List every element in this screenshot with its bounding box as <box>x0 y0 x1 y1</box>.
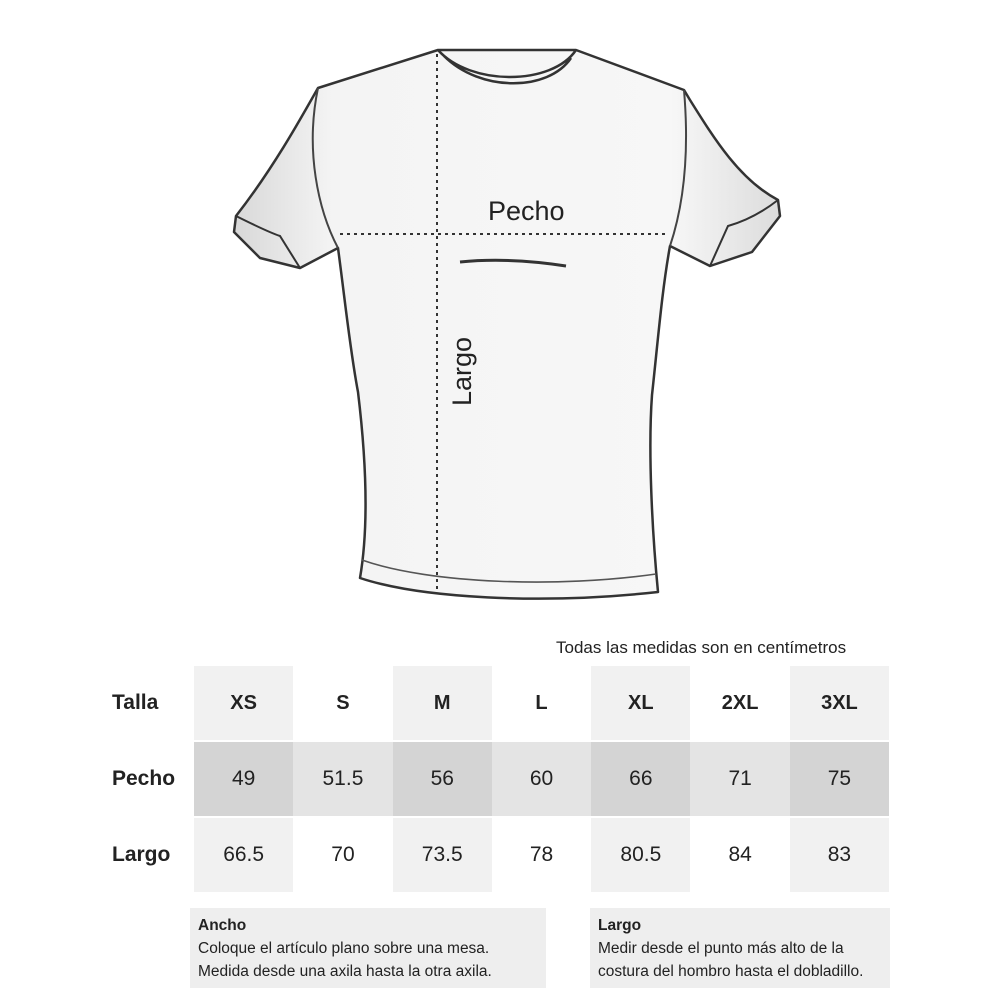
table-cell: 71 <box>690 742 789 816</box>
row-label-largo: Largo <box>98 818 194 892</box>
table-cell: 83 <box>790 818 889 892</box>
units-note: Todas las medidas son en centímetros <box>556 638 847 657</box>
ancho-title: Ancho <box>198 917 247 934</box>
ancho-instructions <box>190 908 546 988</box>
table-cell: 49 <box>194 742 293 816</box>
size-table <box>98 666 889 892</box>
largo-instructions <box>590 908 890 988</box>
chest-label: Pecho <box>488 196 565 226</box>
table-cell: 66 <box>591 742 690 816</box>
size-l: L <box>492 666 591 740</box>
shirt-body-outline <box>234 50 780 599</box>
largo-line-1: Medir desde el punto más alto de la <box>598 940 844 957</box>
table-cell: 73.5 <box>393 818 492 892</box>
size-2xl: 2XL <box>690 666 789 740</box>
table-cell: 84 <box>690 818 789 892</box>
size-m: M <box>393 666 492 740</box>
largo-title: Largo <box>598 917 642 934</box>
table-cell: 56 <box>393 742 492 816</box>
table-cell: 80.5 <box>591 818 690 892</box>
table-cell: 51.5 <box>293 742 392 816</box>
ancho-line-2: Medida desde una axila hasta la otra axila. <box>198 963 492 980</box>
table-cell: 78 <box>492 818 591 892</box>
size-xs: XS <box>194 666 293 740</box>
size-s: S <box>293 666 392 740</box>
row-label-pecho: Pecho <box>98 742 194 816</box>
largo-line-2: costura del hombro hasta el dobladillo. <box>598 963 864 980</box>
ancho-line-1: Coloque el artículo plano sobre una mesa. <box>198 940 490 957</box>
size-xl: XL <box>591 666 690 740</box>
size-header-label: Talla <box>98 666 194 740</box>
table-cell: 75 <box>790 742 889 816</box>
table-cell: 70 <box>293 818 392 892</box>
size-3xl: 3XL <box>790 666 889 740</box>
length-label: Largo <box>447 336 477 406</box>
table-cell: 66.5 <box>194 818 293 892</box>
table-cell: 60 <box>492 742 591 816</box>
